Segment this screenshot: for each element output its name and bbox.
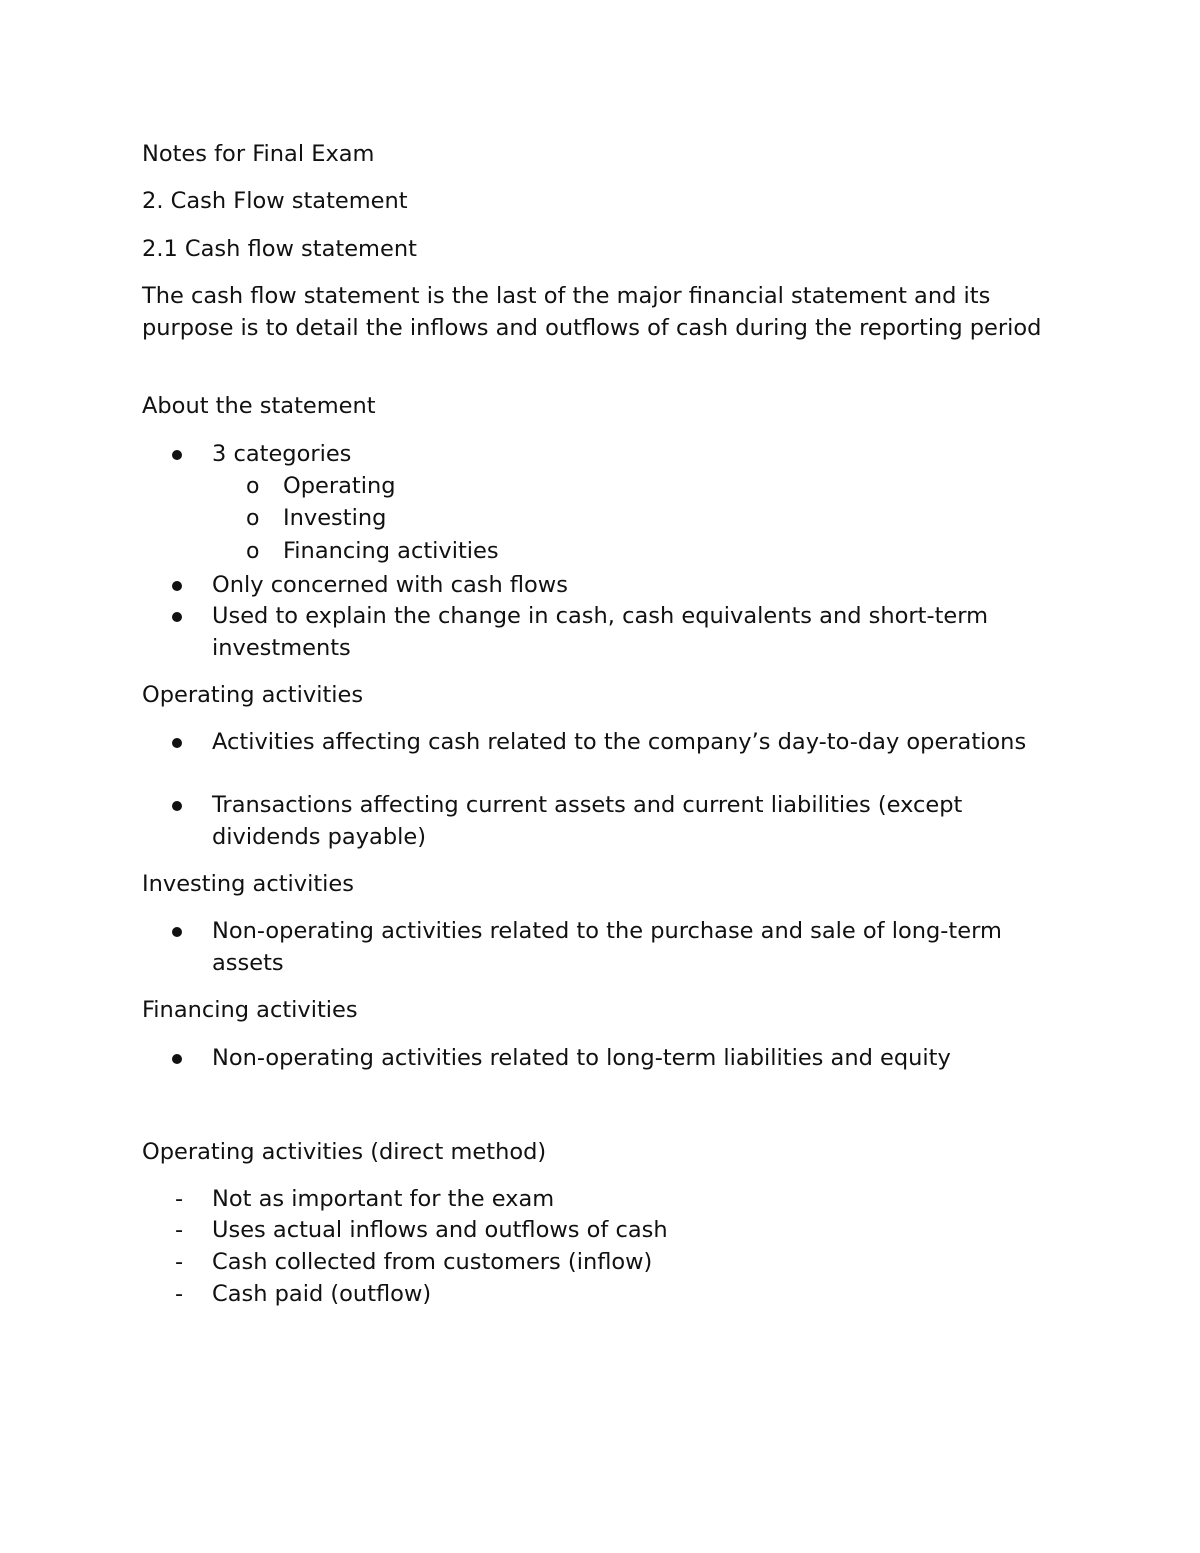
list-item: Used to explain the change in cash, cash equivalents and short-term investments bbox=[212, 603, 989, 661]
dash-icon: - bbox=[175, 1186, 184, 1212]
list-item: Non-operating activities related to the purchase and sale of long-term assets bbox=[212, 918, 1002, 976]
about-heading: About the statement bbox=[142, 393, 376, 419]
list-item: Cash collected from customers (inflow) bbox=[212, 1249, 653, 1275]
bullet-circle-icon: o bbox=[246, 474, 260, 499]
dash-icon: - bbox=[175, 1249, 184, 1275]
sub-list-item: Investing bbox=[283, 505, 387, 531]
bullet-dot-icon bbox=[172, 1054, 182, 1064]
list-item: Uses actual inflows and outflows of cash bbox=[212, 1217, 668, 1243]
section-heading: 2. Cash Flow statement bbox=[142, 188, 408, 214]
financing-heading: Financing activities bbox=[142, 997, 358, 1023]
list-item: Non-operating activities related to long-term liabilities and equity bbox=[212, 1045, 951, 1071]
list-item: 3 categories bbox=[212, 441, 352, 467]
subsection-heading: 2.1 Cash flow statement bbox=[142, 236, 417, 262]
bullet-dot-icon bbox=[172, 612, 182, 622]
bullet-dot-icon bbox=[172, 450, 182, 460]
dash-icon: - bbox=[175, 1217, 184, 1243]
bullet-dot-icon bbox=[172, 801, 182, 811]
list-item: Cash paid (outflow) bbox=[212, 1281, 432, 1307]
bullet-dot-icon bbox=[172, 927, 182, 937]
dash-icon: - bbox=[175, 1281, 184, 1307]
list-item: Not as important for the exam bbox=[212, 1186, 555, 1212]
list-item: Transactions affecting current assets and current liabilities (except dividends payable) bbox=[212, 792, 963, 850]
direct-method-heading: Operating activities (direct method) bbox=[142, 1139, 547, 1165]
bullet-dot-icon bbox=[172, 581, 182, 591]
bullet-circle-icon: o bbox=[246, 539, 260, 564]
list-item: Activities affecting cash related to the company’s day-to-day operations bbox=[212, 729, 1027, 755]
bullet-dot-icon bbox=[172, 738, 182, 748]
operating-heading: Operating activities bbox=[142, 682, 364, 708]
document-title: Notes for Final Exam bbox=[142, 141, 375, 167]
sub-list-item: Operating bbox=[283, 473, 396, 499]
bullet-circle-icon: o bbox=[246, 506, 260, 531]
intro-paragraph: The cash flow statement is the last of the major financial statement and its purpose is to detail the inflows and outflows of cash during the reporting period bbox=[142, 283, 1042, 341]
sub-list-item: Financing activities bbox=[283, 538, 499, 564]
list-item: Only concerned with cash flows bbox=[212, 572, 568, 598]
investing-heading: Investing activities bbox=[142, 871, 354, 897]
